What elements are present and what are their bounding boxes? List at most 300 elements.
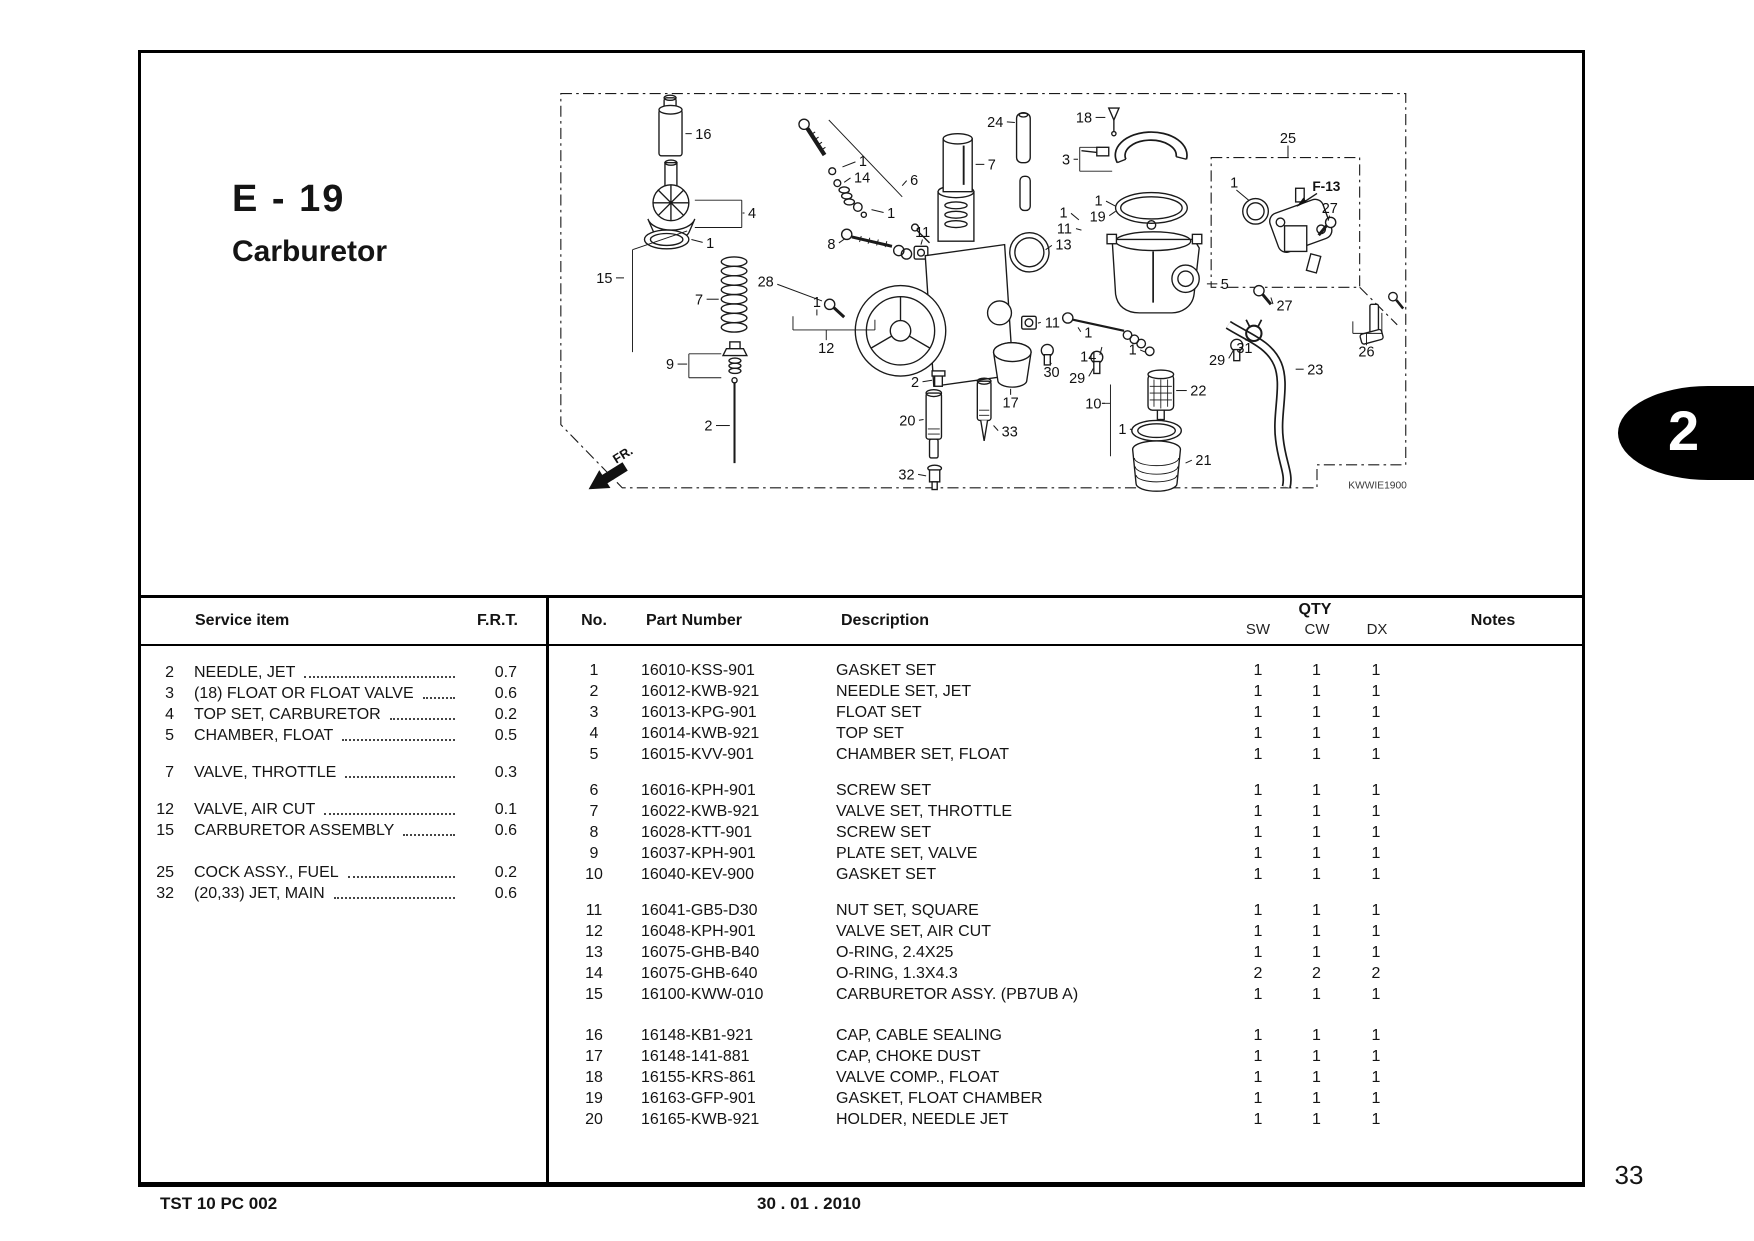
diagram-callout: 11 [915,224,931,241]
cell-qty-dx: 1 [1371,902,1381,919]
diagram-callout: 6 [910,172,919,189]
diagram-callout: 1 [1084,325,1093,342]
cell-notes [1406,984,1583,1005]
service-item-frt: 0.1 [494,801,517,818]
cell-qty-sw: 1 [1253,845,1263,862]
frt-header: F.R.T. [477,612,518,629]
callout-leader-line [1089,368,1094,376]
cell-qty-cw: 1 [1312,782,1321,799]
service-table-row [138,762,547,783]
cell-description: FLOAT SET [836,704,922,721]
cell-description: O-RING, 2.4X25 [836,944,954,961]
cell-no: 7 [589,803,599,820]
cell-no: 16 [585,1027,603,1044]
cell-qty-cw: 1 [1312,845,1321,862]
cell-qty-cw: 1 [1312,824,1321,841]
callout-leader-line [918,474,926,475]
diagram-callout: 19 [1089,209,1106,226]
fr-label: FR. [609,442,636,467]
section-title-block [232,178,387,269]
cell-description: VALVE SET, AIR CUT [836,923,992,940]
cell-no: 10 [585,866,603,883]
cell-no: 3 [589,704,599,721]
diagram-callout: 18 [1075,110,1093,127]
diagram-callout: 31 [1236,340,1253,357]
service-item-frt: 0.5 [494,727,517,744]
chapter-tab-number: 2 [1668,399,1700,462]
document-code: TST 10 PC 002 [160,1194,278,1213]
diagram-callout: 16 [695,126,712,143]
diagram-callout: 1 [887,206,896,223]
dotted-leader [324,812,455,815]
cell-notes [1406,702,1583,723]
cell-no: 19 [585,1090,603,1107]
cell-qty-sw: 1 [1253,1111,1263,1128]
diagram-callout: 27 [1321,201,1338,218]
cell-part-number: 16155-KRS-861 [641,1069,756,1086]
parts-table-row [547,843,1583,864]
cell-qty-sw: 1 [1253,1048,1263,1065]
cell-notes [1406,900,1583,921]
diagram-callout: 2 [910,375,920,392]
cell-qty-sw: 1 [1253,662,1263,679]
cell-part-number: 16148-KB1-921 [641,1027,754,1044]
parts-table-row [547,942,1583,963]
cell-qty-cw: 1 [1312,803,1321,820]
parts-table-row [547,1067,1583,1088]
service-item-name: CARBURETOR ASSEMBLY [194,822,395,839]
cell-qty-sw: 1 [1253,923,1263,940]
cell-description: CARBURETOR ASSY. (PB7UB A) [836,986,1079,1003]
cell-part-number: 16075-GHB-640 [641,965,758,982]
callout-leader-line [842,162,855,167]
callout-leader-line [1140,350,1145,352]
service-item-name: (20,33) JET, MAIN [194,885,325,902]
service-item-name: NEEDLE, JET [194,664,296,681]
cell-description: O-RING, 1.3X4.3 [836,965,958,982]
section-code: E - 19 [232,178,346,220]
cell-notes [1406,660,1583,681]
cell-part-number: 16014-KWB-921 [641,725,760,742]
service-table-row [138,820,547,841]
cell-part-number: 16163-GFP-901 [641,1090,756,1107]
o-ring-large-drawing [1010,233,1049,272]
screw-set-drawing [799,119,902,217]
service-item-no: 3 [165,685,174,702]
cell-qty-cw: 1 [1312,923,1321,940]
service-item-name: VALVE, THROTTLE [194,764,337,781]
parts-table-row [547,1109,1583,1130]
cell-description: SCREW SET [836,824,932,841]
throttle-spring-drawing [721,257,747,332]
cell-qty-dx: 1 [1371,662,1381,679]
service-item-header: Service item [195,612,290,629]
cell-qty-cw: 1 [1312,683,1321,700]
cell-qty-sw: 2 [1253,965,1263,982]
service-item-no: 25 [156,864,174,881]
cell-qty-cw: 1 [1312,1069,1321,1086]
cell-qty-sw: 1 [1253,683,1263,700]
service-item-frt: 0.2 [494,864,517,881]
dotted-leader [304,675,455,678]
fuel-strainer-drawing [1148,370,1174,426]
cell-part-number: 16012-KWB-921 [641,683,760,700]
cell-no: 13 [585,944,603,961]
cell-part-number: 16016-KPH-901 [641,782,756,799]
chapter-tab [1618,386,1754,480]
notes-header: Notes [1470,612,1516,629]
parts-table-row [547,822,1583,843]
parts-table-row [547,864,1583,885]
float-valve-drawing [1109,108,1119,136]
cell-qty-cw: 1 [1312,986,1321,1003]
diagram-callout: 8 [827,236,836,253]
cell-no: 4 [589,725,599,742]
diagram-callout: 11 [1044,315,1060,332]
diagram-callout: 1 [1059,205,1068,222]
cell-description: VALVE SET, THROTTLE [836,803,1013,820]
callout-leader-line [1130,429,1133,430]
service-item-no: 4 [165,706,174,723]
diagram-callout: 7 [987,157,996,174]
diagram-callout: 20 [899,413,916,430]
diagram-callout: 1 [1118,422,1127,439]
cell-part-number: 16100-KWW-010 [641,986,764,1003]
cell-qty-dx: 1 [1371,845,1381,862]
needle-jet-holder-drawing [926,378,991,458]
cell-part-number: 16165-KWB-921 [641,1111,760,1128]
cell-qty-cw: 1 [1312,902,1321,919]
cell-no: 11 [585,902,603,919]
service-item-table [138,662,547,904]
service-item-no: 15 [156,822,174,839]
cell-no: 15 [585,986,603,1003]
callout-leader-line [902,181,906,186]
cell-qty-sw: 1 [1253,866,1263,883]
cell-qty-cw: 1 [1312,662,1321,679]
service-item-name: CHAMBER, FLOAT [194,727,334,744]
cell-qty-dx: 1 [1371,1090,1381,1107]
service-item-no: 7 [165,764,174,781]
cell-qty-dx: 1 [1371,824,1381,841]
cell-no: 20 [585,1111,603,1128]
cell-description: CHAMBER SET, FLOAT [836,746,1010,763]
diagram-callout: 9 [666,357,675,374]
service-item-frt: 0.6 [494,685,517,702]
service-item-name: VALVE, AIR CUT [194,801,316,818]
dotted-leader [345,775,455,778]
dotted-leader [348,875,455,878]
pilot-screw-drawing [1063,313,1154,356]
float-chamber-drawing [1107,232,1202,313]
cell-no: 18 [585,1069,603,1086]
parts-table-row [547,1088,1583,1109]
qty-header: QTY [1298,601,1332,618]
parts-table-row [547,1046,1583,1067]
diagram-callout: 14 [1080,349,1097,366]
cell-description: HOLDER, NEEDLE JET [836,1111,1009,1128]
diagram-callout: 1 [1230,175,1239,192]
diagram-callout: 10 [1085,396,1102,413]
table-top-border [138,595,1585,598]
cell-qty-dx: 1 [1371,725,1381,742]
dotted-leader [403,833,455,836]
callout-leader-line [1007,122,1015,123]
callout-leader-line [923,380,933,381]
tube-drawing [1017,113,1031,211]
cell-part-number: 16037-KPH-901 [641,845,756,862]
cell-notes [1406,843,1583,864]
cell-part-number: 16041-GB5-D30 [641,902,758,919]
service-item-no: 5 [165,727,174,744]
service-item-frt: 0.7 [494,664,517,681]
dotted-leader [390,717,455,720]
cell-part-number: 16015-KVV-901 [641,746,754,763]
cell-notes [1406,744,1583,765]
diagram-callout: 7 [695,292,704,309]
part-number-header: Part Number [646,612,743,629]
cell-notes [1406,1067,1583,1088]
cell-notes [1406,1046,1583,1067]
cell-part-number: 16040-KEV-900 [641,866,754,883]
cell-notes [1406,723,1583,744]
callout-leader-line [919,420,924,421]
diagram-callout: 5 [1220,276,1229,293]
service-table-row [138,725,547,746]
cell-qty-sw: 1 [1253,986,1263,1003]
document-date: 30 . 01 . 2010 [757,1194,861,1213]
cell-qty-cw: 1 [1312,704,1321,721]
diagram-callout: 28 [757,274,774,291]
cell-part-number: 16048-KPH-901 [641,923,756,940]
cell-qty-sw: 1 [1253,902,1263,919]
parts-table-row [547,780,1583,801]
cell-notes [1406,1109,1583,1130]
service-item-no: 12 [156,801,174,818]
cell-notes [1406,1088,1583,1109]
diagram-callout: 3 [1062,152,1071,169]
callout-leader-line [994,426,999,431]
cell-no: 6 [589,782,599,799]
callout-leader-line [691,239,702,242]
cell-qty-dx: 2 [1371,965,1381,982]
cell-qty-sw: 1 [1253,1069,1263,1086]
cell-no: 9 [589,845,599,862]
cell-qty-sw: 1 [1253,704,1263,721]
diagram-code: KWWIE1900 [1348,480,1407,492]
parts-table-row [547,963,1583,984]
diagram-callout: 13 [1055,237,1072,254]
cell-part-number: 16010-KSS-901 [641,662,755,679]
cell-qty-dx: 1 [1371,683,1381,700]
service-item-no: 32 [156,885,174,902]
cell-notes [1406,942,1583,963]
throttle-valve-cylinder-drawing [943,134,972,192]
callout-leader-line [871,210,883,213]
diagram-callout: 29 [1209,352,1226,369]
diagram-callout: 17 [1002,395,1019,412]
cell-qty-sw: 1 [1253,746,1263,763]
diagram-callout: 22 [1190,383,1207,400]
f13-reference-label: F-13 [1312,178,1341,194]
parts-table-row [547,660,1583,681]
callout-leader-line [1186,460,1192,463]
diagram-callout: 1 [1094,193,1103,210]
diagram-callout: 25 [1279,131,1297,148]
no-header: No. [581,612,607,629]
service-table-row [138,683,547,704]
callout-leader-line [1076,229,1081,230]
carburetor-body-drawing [855,186,1013,387]
cell-notes [1406,801,1583,822]
cell-notes [1406,780,1583,801]
parts-table-row [547,984,1583,1005]
cell-no: 5 [589,746,599,763]
parts-table-row [547,702,1583,723]
cell-description: GASKET SET [836,662,937,679]
cell-no: 2 [589,683,599,700]
cell-qty-sw: 1 [1253,1027,1263,1044]
chamber-oring-boot-drawing [1132,420,1182,491]
cell-qty-dx: 1 [1371,1027,1381,1044]
diagram-callout: 27 [1276,298,1293,315]
callout-leader-line [1078,327,1081,331]
callout-leader-line [839,239,845,243]
cell-no: 14 [585,965,603,982]
cell-qty-dx: 1 [1371,782,1381,799]
diagram-callout: 11 [1056,221,1072,238]
parts-table [547,660,1583,1130]
main-jet-drawing [928,465,942,489]
cell-no: 12 [585,923,603,940]
diagram-callout: 1 [706,236,715,253]
cell-no: 8 [589,824,599,841]
cell-qty-cw: 1 [1312,866,1321,883]
dotted-leader [423,696,455,699]
callout-leader-line [1229,350,1234,358]
callout-leader-line [1236,190,1248,200]
cell-qty-cw: 1 [1312,725,1321,742]
cell-qty-dx: 1 [1371,866,1381,883]
service-item-name: COCK ASSY., FUEL [194,864,339,881]
diagram-callout: 1 [1128,342,1137,359]
diagram-callout: 15 [596,271,613,287]
float-chamber-gasket-drawing [1116,193,1188,230]
cell-part-number: 16022-KWB-921 [641,803,760,820]
cell-qty-sw: 1 [1253,824,1263,841]
cell-qty-sw: 1 [1253,782,1263,799]
callout-leader-line [1109,211,1115,215]
service-table-row [138,704,547,725]
throttle-top-set-drawing [644,160,694,249]
dotted-leader [342,738,455,741]
exploded-diagram [470,85,1500,580]
cell-no: 17 [585,1048,603,1065]
service-item-name: TOP SET, CARBURETOR [194,706,381,723]
square-nut-drawing [1022,316,1037,329]
parts-table-row [547,921,1583,942]
fr-direction-arrow [585,459,630,497]
parts-table-row [547,723,1583,744]
cell-qty-dx: 1 [1371,986,1381,1003]
diagram-callout: 33 [1001,424,1018,441]
diagram-callout: 2 [704,418,713,435]
service-item-no: 2 [165,664,174,681]
cell-qty-dx: 1 [1371,1111,1381,1128]
page-number: 33 [1614,1160,1644,1190]
diagram-callout: 21 [1195,452,1212,469]
service-table-row [138,883,547,904]
callout-leader-line [1106,201,1116,206]
sw-header: SW [1245,621,1271,638]
cell-description: PLATE SET, VALVE [836,845,978,862]
cell-part-number: 16028-KTT-901 [641,824,753,841]
cell-qty-sw: 1 [1253,725,1263,742]
cell-qty-sw: 1 [1253,1090,1263,1107]
cell-no: 1 [589,662,599,679]
diagram-callout: 24 [987,114,1004,131]
parts-table-row [547,801,1583,822]
diagram-callout: 12 [818,340,835,357]
diagram-callout: 26 [1358,344,1375,361]
cell-qty-dx: 1 [1371,746,1381,763]
cell-notes [1406,1025,1583,1046]
cell-part-number: 16013-KPG-901 [641,704,757,721]
cell-qty-dx: 1 [1371,1069,1381,1086]
cell-description: NUT SET, SQUARE [836,902,979,919]
cell-qty-cw: 1 [1312,944,1321,961]
page-title: Carburetor [232,235,388,268]
cell-qty-cw: 1 [1312,1090,1321,1107]
diagram-callout: 23 [1307,362,1324,379]
service-item-frt: 0.2 [494,706,517,723]
cell-qty-dx: 1 [1371,923,1381,940]
service-table-row [138,862,547,883]
service-item-name: (18) FLOAT OR FLOAT VALVE [194,685,414,702]
cell-qty-dx: 1 [1371,803,1381,820]
cell-notes [1406,963,1583,984]
service-table-row [138,799,547,820]
cell-description: GASKET SET [836,866,937,883]
cell-qty-sw: 1 [1253,944,1263,961]
jet-needle-drawing [723,342,747,463]
cell-qty-cw: 2 [1312,965,1321,982]
cell-qty-dx: 1 [1371,704,1381,721]
cell-qty-dx: 1 [1371,1048,1381,1065]
service-item-frt: 0.6 [494,885,517,902]
cell-qty-dx: 1 [1371,944,1381,961]
cell-qty-sw: 1 [1253,803,1263,820]
service-item-frt: 0.3 [494,764,517,781]
cell-qty-cw: 1 [1312,1027,1321,1044]
cell-notes [1406,681,1583,702]
dotted-leader [334,896,455,899]
parts-table-row [547,1025,1583,1046]
cable-sealing-cap-drawing [659,95,682,156]
diagram-callout: 30 [1043,364,1060,381]
diagram-callout: 1 [858,154,867,171]
diagram-callout: 4 [747,206,757,223]
cell-part-number: 16148-141-881 [641,1048,750,1065]
cell-description: SCREW SET [836,782,932,799]
parts-table-row [547,900,1583,921]
dx-header: DX [1366,621,1388,638]
cell-notes [1406,822,1583,843]
cell-qty-cw: 1 [1312,1048,1321,1065]
cell-description: GASKET, FLOAT CHAMBER [836,1090,1043,1107]
cell-qty-cw: 1 [1312,746,1321,763]
cell-description: CAP, CABLE SEALING [836,1027,1002,1044]
